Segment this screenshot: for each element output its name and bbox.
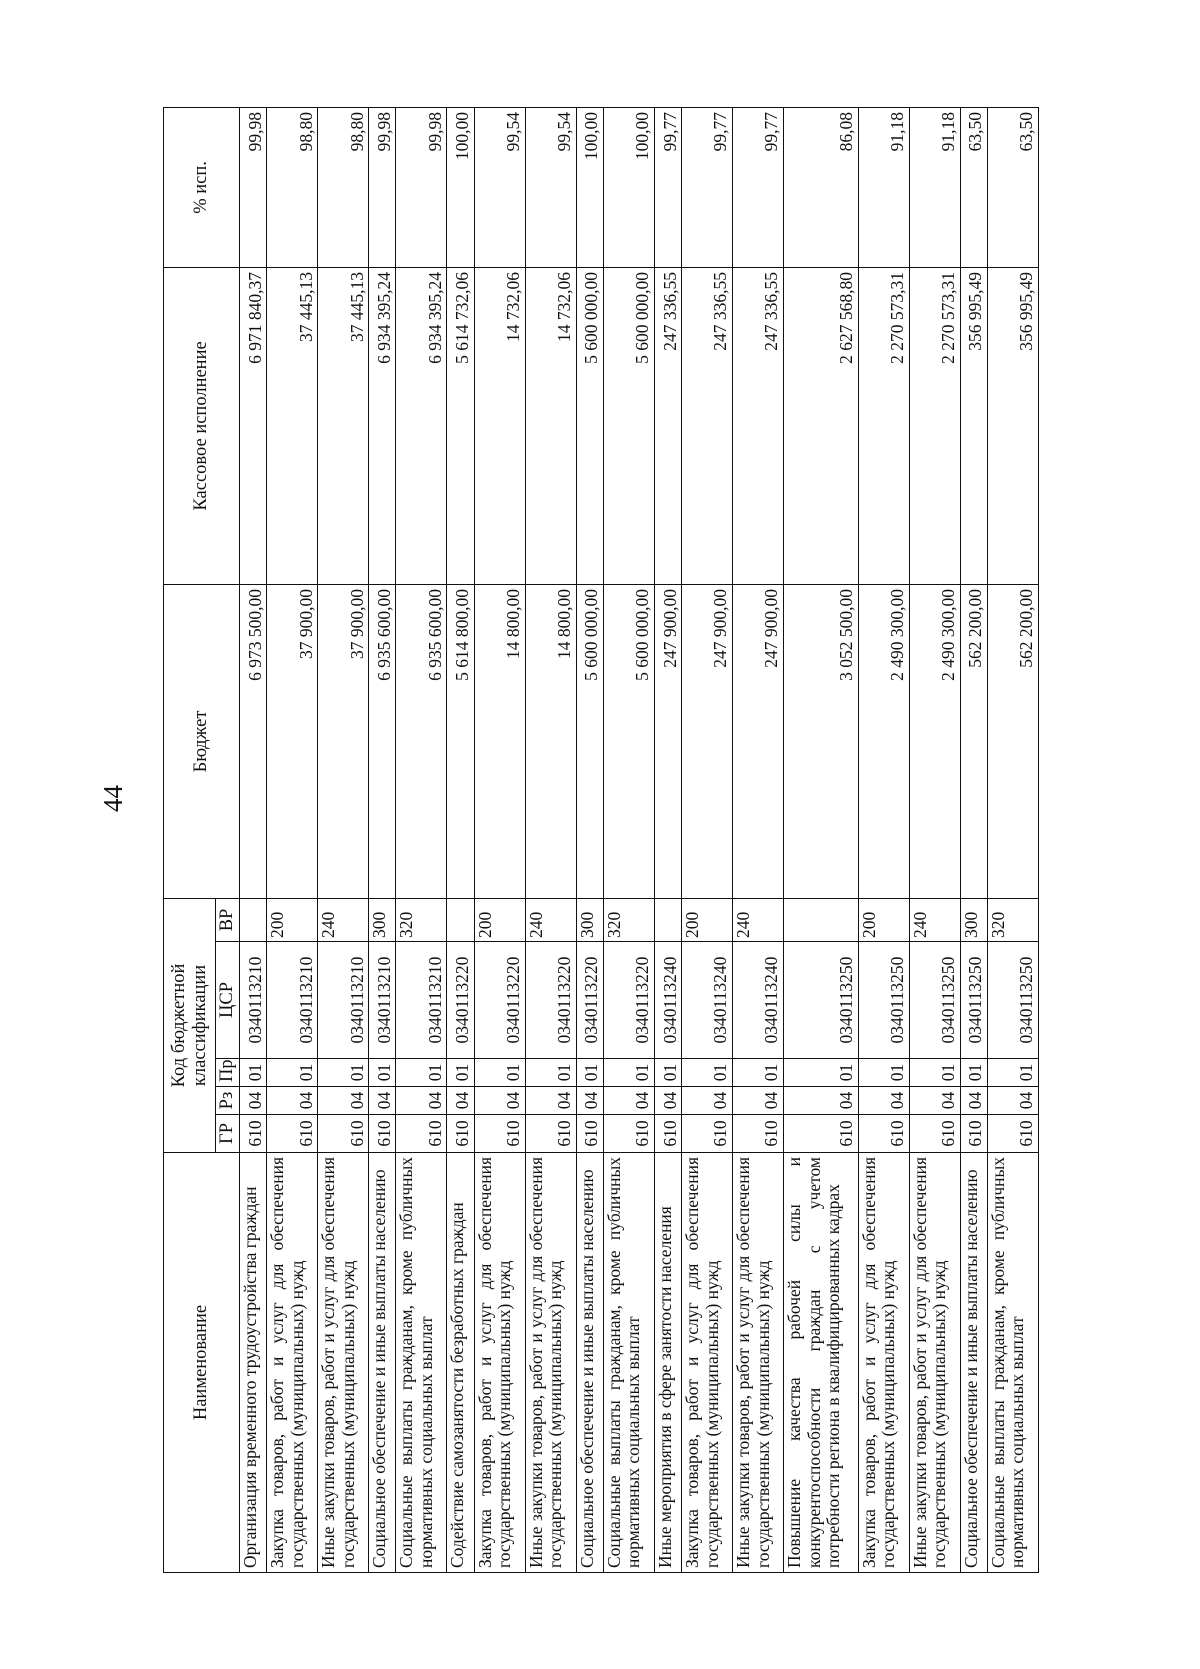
header-rz: Рз xyxy=(216,1087,240,1115)
cell-name: Социальное обеспечение и иные выплаты населению xyxy=(369,1153,396,1573)
cell-pr: 01 xyxy=(909,1059,960,1087)
header-name: Наименование xyxy=(164,1153,240,1573)
cell-csr: 0340113250 xyxy=(858,942,909,1059)
cell-name: Иные закупки товаров, работ и услуг для обеспечения государственных (муниципальных) нужд xyxy=(909,1153,960,1573)
cell-name: Социальные выплаты гражданам, кроме публичных нормативных социальных выплат xyxy=(396,1153,447,1573)
cell-gr: 610 xyxy=(267,1115,318,1153)
cell-csr: 0340113240 xyxy=(682,942,733,1059)
header-percent: % исп. xyxy=(164,107,240,267)
cell-gr: 610 xyxy=(240,1115,267,1153)
table-row xyxy=(447,107,474,1572)
header-budget: Бюджет xyxy=(164,584,240,898)
cell-cash: 5 614 732,06 xyxy=(447,267,474,584)
cell-name: Социальное обеспечение и иные выплаты населению xyxy=(960,1153,987,1573)
cell-budget: 3 052 500,00 xyxy=(784,584,859,898)
page-number: 44 xyxy=(98,785,128,812)
cell-rz: 04 xyxy=(447,1087,474,1115)
cell-csr: 0340113240 xyxy=(654,942,681,1059)
cell-csr: 0340113250 xyxy=(909,942,960,1059)
cell-rz: 04 xyxy=(474,1087,525,1115)
cell-name: Иные закупки товаров, работ и услуг для обеспечения государственных (муниципальных) нужд xyxy=(733,1153,784,1573)
cell-name: Социальные выплаты гражданам, кроме публичных нормативных социальных выплат xyxy=(603,1153,654,1573)
cell-budget: 247 900,00 xyxy=(654,584,681,898)
cell-rz: 04 xyxy=(603,1087,654,1115)
cell-pr: 01 xyxy=(369,1059,396,1087)
cell-budget: 2 490 300,00 xyxy=(909,584,960,898)
cell-rz: 04 xyxy=(784,1087,859,1115)
cell-gr: 610 xyxy=(525,1115,576,1153)
cell-cash: 14 732,06 xyxy=(525,267,576,584)
cell-rz: 04 xyxy=(318,1087,369,1115)
cell-gr: 610 xyxy=(318,1115,369,1153)
header-gr: ГР xyxy=(216,1115,240,1153)
header-cash: Кассовое исполнение xyxy=(164,267,240,584)
table-row xyxy=(474,107,525,1572)
cell-rz: 04 xyxy=(858,1087,909,1115)
header-csr: ЦСР xyxy=(216,942,240,1059)
cell-csr: 0340113210 xyxy=(318,942,369,1059)
cell-rz: 04 xyxy=(396,1087,447,1115)
cell-name: Социальные выплаты гражданам, кроме публичных нормативных социальных выплат xyxy=(987,1153,1038,1573)
cell-csr: 0340113250 xyxy=(784,942,859,1059)
cell-vr: 320 xyxy=(603,898,654,941)
cell-name: Закупка товаров, работ и услуг для обеспечения государственных (муниципальных) нужд xyxy=(474,1153,525,1573)
cell-percent: 100,00 xyxy=(447,107,474,267)
table-row xyxy=(396,107,447,1572)
cell-cash: 5 600 000,00 xyxy=(576,267,603,584)
cell-cash: 37 445,13 xyxy=(267,267,318,584)
cell-vr: 300 xyxy=(369,898,396,941)
cell-gr: 610 xyxy=(682,1115,733,1153)
cell-rz: 04 xyxy=(267,1087,318,1115)
cell-vr: 240 xyxy=(909,898,960,941)
cell-pr: 01 xyxy=(474,1059,525,1087)
cell-budget: 562 200,00 xyxy=(960,584,987,898)
cell-csr: 0340113220 xyxy=(603,942,654,1059)
cell-percent: 86,08 xyxy=(784,107,859,267)
cell-csr: 0340113210 xyxy=(396,942,447,1059)
cell-budget: 247 900,00 xyxy=(733,584,784,898)
table-header xyxy=(164,107,240,1572)
cell-name: Иные закупки товаров, работ и услуг для обеспечения государственных (муниципальных) нужд xyxy=(318,1153,369,1573)
cell-vr: 240 xyxy=(318,898,369,941)
cell-gr: 610 xyxy=(987,1115,1038,1153)
table-row xyxy=(654,107,681,1572)
cell-vr: 200 xyxy=(267,898,318,941)
cell-name: Иные мероприятия в сфере занятости населения xyxy=(654,1153,681,1573)
header-pr: Пр xyxy=(216,1059,240,1087)
cell-budget: 2 490 300,00 xyxy=(858,584,909,898)
table-row xyxy=(240,107,267,1572)
table-row xyxy=(576,107,603,1572)
cell-csr: 0340113210 xyxy=(369,942,396,1059)
table-row xyxy=(318,107,369,1572)
table-row xyxy=(987,107,1038,1572)
cell-rz: 04 xyxy=(960,1087,987,1115)
cell-csr: 0340113250 xyxy=(960,942,987,1059)
cell-csr: 0340113220 xyxy=(474,942,525,1059)
cell-gr: 610 xyxy=(733,1115,784,1153)
cell-pr: 01 xyxy=(987,1059,1038,1087)
cell-gr: 610 xyxy=(447,1115,474,1153)
cell-pr: 01 xyxy=(240,1059,267,1087)
cell-rz: 04 xyxy=(682,1087,733,1115)
cell-csr: 0340113210 xyxy=(240,942,267,1059)
cell-rz: 04 xyxy=(909,1087,960,1115)
cell-pr: 01 xyxy=(447,1059,474,1087)
cell-percent: 99,77 xyxy=(654,107,681,267)
table-row xyxy=(858,107,909,1572)
cell-name: Повышение качества рабочей силы и конкурентоспособности граждан с учетом потребности региона в квалифицированных кадрах xyxy=(784,1153,859,1573)
cell-percent: 99,77 xyxy=(733,107,784,267)
cell-gr: 610 xyxy=(909,1115,960,1153)
cell-percent: 91,18 xyxy=(909,107,960,267)
cell-gr: 610 xyxy=(369,1115,396,1153)
cell-budget: 14 800,00 xyxy=(525,584,576,898)
cell-cash: 6 934 395,24 xyxy=(396,267,447,584)
table-row xyxy=(733,107,784,1572)
cell-rz: 04 xyxy=(733,1087,784,1115)
table-body xyxy=(240,107,1039,1572)
cell-pr: 01 xyxy=(318,1059,369,1087)
cell-csr: 0340113220 xyxy=(576,942,603,1059)
cell-percent: 63,50 xyxy=(960,107,987,267)
cell-rz: 04 xyxy=(525,1087,576,1115)
cell-budget: 247 900,00 xyxy=(682,584,733,898)
cell-csr: 0340113220 xyxy=(525,942,576,1059)
cell-vr: 200 xyxy=(474,898,525,941)
cell-percent: 100,00 xyxy=(576,107,603,267)
cell-pr: 01 xyxy=(960,1059,987,1087)
cell-gr: 610 xyxy=(654,1115,681,1153)
rotated-table-wrapper xyxy=(163,108,1039,1573)
cell-vr: 320 xyxy=(987,898,1038,941)
cell-cash: 356 995,49 xyxy=(987,267,1038,584)
cell-pr: 01 xyxy=(733,1059,784,1087)
cell-csr: 0340113250 xyxy=(987,942,1038,1059)
cell-pr: 01 xyxy=(267,1059,318,1087)
cell-percent: 99,98 xyxy=(369,107,396,267)
cell-rz: 04 xyxy=(240,1087,267,1115)
cell-cash: 247 336,55 xyxy=(654,267,681,584)
cell-pr: 01 xyxy=(396,1059,447,1087)
cell-vr: 300 xyxy=(576,898,603,941)
cell-budget: 5 600 000,00 xyxy=(576,584,603,898)
cell-percent: 99,98 xyxy=(396,107,447,267)
cell-budget: 5 600 000,00 xyxy=(603,584,654,898)
cell-rz: 04 xyxy=(654,1087,681,1115)
cell-budget: 37 900,00 xyxy=(318,584,369,898)
cell-name: Социальное обеспечение и иные выплаты населению xyxy=(576,1153,603,1573)
cell-percent: 99,54 xyxy=(474,107,525,267)
cell-name: Закупка товаров, работ и услуг для обеспечения государственных (муниципальных) нужд xyxy=(682,1153,733,1573)
cell-percent: 98,80 xyxy=(318,107,369,267)
cell-name: Содействие самозанятости безработных граждан xyxy=(447,1153,474,1573)
cell-vr xyxy=(654,898,681,941)
cell-vr: 200 xyxy=(682,898,733,941)
table-row xyxy=(784,107,859,1572)
cell-gr: 610 xyxy=(576,1115,603,1153)
cell-gr: 610 xyxy=(396,1115,447,1153)
cell-pr: 01 xyxy=(784,1059,859,1087)
cell-name: Организация временного трудоустройства граждан xyxy=(240,1153,267,1573)
cell-rz: 04 xyxy=(987,1087,1038,1115)
cell-cash: 2 270 573,31 xyxy=(909,267,960,584)
cell-percent: 98,80 xyxy=(267,107,318,267)
table-row xyxy=(603,107,654,1572)
table-row xyxy=(682,107,733,1572)
cell-budget: 14 800,00 xyxy=(474,584,525,898)
cell-vr: 240 xyxy=(525,898,576,941)
cell-percent: 99,98 xyxy=(240,107,267,267)
table-row xyxy=(267,107,318,1572)
cell-pr: 01 xyxy=(525,1059,576,1087)
cell-percent: 63,50 xyxy=(987,107,1038,267)
cell-budget: 6 935 600,00 xyxy=(369,584,396,898)
budget-table xyxy=(163,107,1039,1573)
table-row xyxy=(960,107,987,1572)
cell-vr: 300 xyxy=(960,898,987,941)
cell-percent: 100,00 xyxy=(603,107,654,267)
cell-gr: 610 xyxy=(858,1115,909,1153)
cell-cash: 2 270 573,31 xyxy=(858,267,909,584)
cell-vr: 320 xyxy=(396,898,447,941)
cell-pr: 01 xyxy=(654,1059,681,1087)
table-row xyxy=(909,107,960,1572)
cell-pr: 01 xyxy=(682,1059,733,1087)
cell-cash: 14 732,06 xyxy=(474,267,525,584)
cell-cash: 2 627 568,80 xyxy=(784,267,859,584)
cell-cash: 6 934 395,24 xyxy=(369,267,396,584)
cell-csr: 0340113210 xyxy=(267,942,318,1059)
cell-rz: 04 xyxy=(369,1087,396,1115)
cell-csr: 0340113240 xyxy=(733,942,784,1059)
cell-cash: 356 995,49 xyxy=(960,267,987,584)
cell-budget: 562 200,00 xyxy=(987,584,1038,898)
cell-pr: 01 xyxy=(603,1059,654,1087)
cell-vr xyxy=(784,898,859,941)
cell-cash: 247 336,55 xyxy=(682,267,733,584)
cell-vr xyxy=(240,898,267,941)
header-code-group: Код бюджетной классификации xyxy=(164,898,216,1152)
cell-budget: 6 973 500,00 xyxy=(240,584,267,898)
cell-vr: 240 xyxy=(733,898,784,941)
cell-vr xyxy=(447,898,474,941)
cell-budget: 37 900,00 xyxy=(267,584,318,898)
cell-gr: 610 xyxy=(960,1115,987,1153)
cell-budget: 6 935 600,00 xyxy=(396,584,447,898)
cell-cash: 5 600 000,00 xyxy=(603,267,654,584)
cell-gr: 610 xyxy=(474,1115,525,1153)
table-row xyxy=(525,107,576,1572)
cell-gr: 610 xyxy=(603,1115,654,1153)
cell-cash: 6 971 840,37 xyxy=(240,267,267,584)
table-row xyxy=(369,107,396,1572)
cell-name: Закупка товаров, работ и услуг для обеспечения государственных (муниципальных) нужд xyxy=(267,1153,318,1573)
cell-percent: 99,77 xyxy=(682,107,733,267)
cell-budget: 5 614 800,00 xyxy=(447,584,474,898)
cell-name: Иные закупки товаров, работ и услуг для обеспечения государственных (муниципальных) нужд xyxy=(525,1153,576,1573)
cell-gr: 610 xyxy=(784,1115,859,1153)
cell-csr: 0340113220 xyxy=(447,942,474,1059)
cell-pr: 01 xyxy=(576,1059,603,1087)
header-vr: ВР xyxy=(216,898,240,941)
cell-percent: 91,18 xyxy=(858,107,909,267)
cell-rz: 04 xyxy=(576,1087,603,1115)
cell-percent: 99,54 xyxy=(525,107,576,267)
cell-cash: 247 336,55 xyxy=(733,267,784,584)
cell-name: Закупка товаров, работ и услуг для обеспечения государственных (муниципальных) нужд xyxy=(858,1153,909,1573)
cell-vr: 200 xyxy=(858,898,909,941)
cell-pr: 01 xyxy=(858,1059,909,1087)
cell-cash: 37 445,13 xyxy=(318,267,369,584)
